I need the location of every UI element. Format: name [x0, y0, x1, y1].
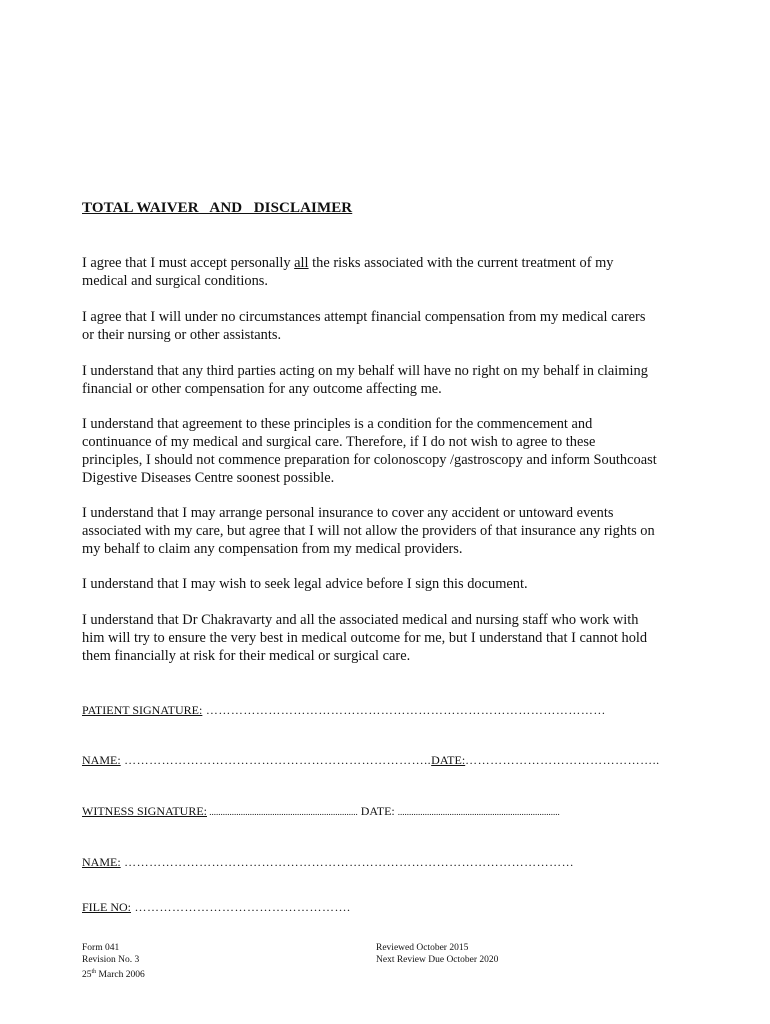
- paragraph-staff: [82, 611, 692, 665]
- paragraph-line: medical and surgical conditions.: [82, 273, 268, 289]
- paragraph-line: I understand that I may wish to seek legal advice before I sign this document.: [82, 576, 528, 592]
- paragraph-line: them financially at risk for their medical or surgical care.: [82, 648, 411, 664]
- paragraph-line: associated with my care, but agree that I will not allow the providers of that insurance any rights on: [82, 523, 655, 539]
- reviewed-date: Reviewed October 2015: [376, 943, 469, 953]
- paragraph-line: or their nursing or other assistants.: [82, 327, 282, 343]
- revision-number: Revision No. 3: [82, 955, 140, 965]
- file-no-field[interactable]: [82, 900, 690, 915]
- paragraph-risks: [82, 254, 692, 290]
- patient-signature-field[interactable]: [82, 703, 690, 718]
- paragraph-legal-advice: [82, 575, 692, 593]
- paragraph-line: him will try to ensure the very best in medical outcome for me, but I understand that I cannot hold: [82, 630, 648, 646]
- footer-right: [376, 942, 498, 966]
- date-line[interactable]: ………………………………………..: [465, 753, 660, 767]
- document-title: TOTAL WAIVER AND DISCLAIMER: [82, 200, 353, 216]
- paragraph-insurance: [82, 504, 692, 558]
- paragraph-line: I understand that any third parties acting on my behalf will have no right on my behalf in claiming: [82, 363, 648, 379]
- emphasis-all: all: [294, 255, 309, 271]
- paragraph-line: I agree that I will under no circumstances attempt financial compensation from my medical carers: [82, 309, 646, 325]
- paragraph-line: I understand that agreement to these principles is a condition for the commencement and: [82, 416, 593, 432]
- file-no-line[interactable]: …………………………………………….: [131, 900, 351, 914]
- witness-name-label: NAME:: [82, 855, 121, 869]
- footer-left: [82, 942, 139, 966]
- paragraph-line: my behalf to claim any compensation from my medical providers.: [82, 541, 463, 557]
- witness-date-line[interactable]: ........................................................................: [397, 807, 560, 817]
- witness-signature-line[interactable]: ..................................................................: [207, 807, 358, 817]
- witness-name-line[interactable]: ………………………………………………………………………………………………: [120, 855, 575, 869]
- paragraph-line: I understand that I may arrange personal insurance to cover any accident or untoward events: [82, 505, 614, 521]
- next-review-date: Next Review Due October 2020: [376, 955, 499, 965]
- witness-date-label: DATE:: [357, 804, 398, 818]
- witness-signature-label: WITNESS SIGNATURE:: [82, 804, 207, 818]
- paragraph-line: financial or other compensation for any outcome affecting me.: [82, 381, 442, 397]
- patient-signature-label: PATIENT SIGNATURE:: [82, 703, 203, 717]
- date-label: DATE:: [431, 753, 466, 767]
- paragraph-third-parties: [82, 362, 692, 398]
- name-line[interactable]: ………………………………………………………………..: [120, 753, 432, 767]
- footer-date-clipped: 25th March 2006: [82, 969, 145, 981]
- witness-name-field[interactable]: [82, 855, 690, 870]
- paragraph-agreement: [82, 415, 692, 487]
- paragraph-compensation: [82, 308, 692, 344]
- paragraph-line: I agree that I must accept personally all the risks associated with the current treatment of my: [82, 255, 614, 271]
- form-number: Form 041: [82, 943, 120, 953]
- paragraph-line: principles, I should not commence preparation for colonoscopy /gastroscopy and inform Southcoast: [82, 452, 657, 468]
- patient-signature-line[interactable]: ……………………………………………………………………………………: [202, 703, 606, 717]
- name-label: NAME:: [82, 753, 121, 767]
- name-field[interactable]: [82, 753, 690, 768]
- witness-signature-field[interactable]: [82, 804, 690, 819]
- paragraph-line: continuance of my medical and surgical care. Therefore, if I do not wish to agree to these: [82, 434, 596, 450]
- file-no-label: FILE NO:: [82, 900, 131, 914]
- paragraph-line: Digestive Diseases Centre soonest possible.: [82, 470, 335, 486]
- paragraph-line: I understand that Dr Chakravarty and all the associated medical and nursing staff who work with: [82, 612, 639, 628]
